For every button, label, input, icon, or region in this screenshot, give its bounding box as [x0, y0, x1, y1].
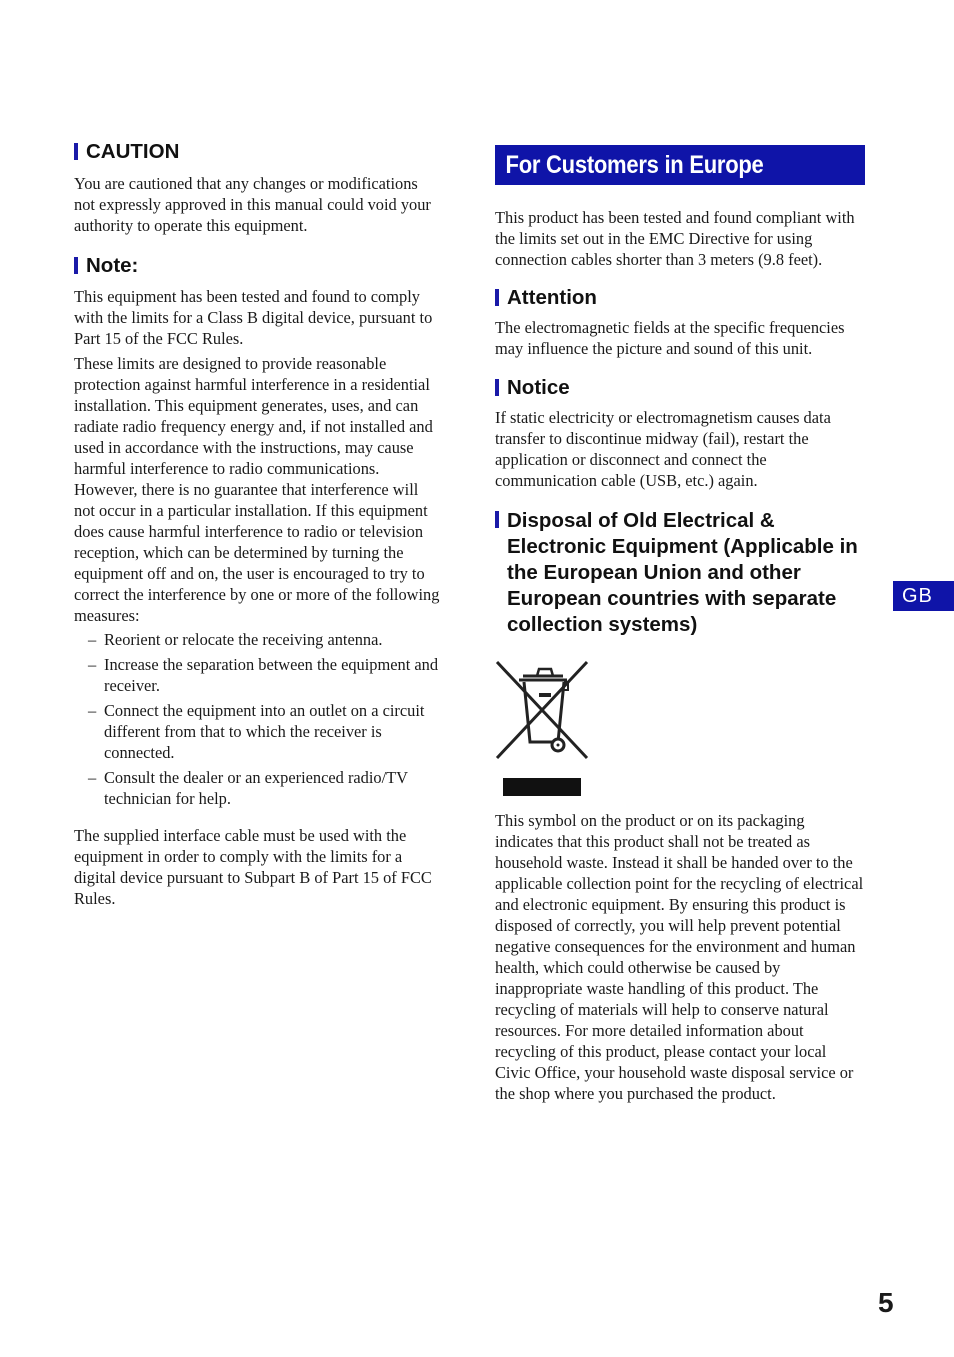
measures-list: [74, 629, 442, 809]
list-item: – Increase the separation between the equipment and receiver.: [88, 655, 439, 695]
right-column: [495, 145, 865, 1104]
cable-text: The supplied interface cable must be used with the equipment in order to comply with the limits for a digital device pursuant to Subpart B of Part 15 of FCC Rules.: [74, 826, 432, 908]
note-paragraph-1: This equipment has been tested and found to comply with the limits for a Class B digital device, pursuant to Part 15 of the FCC Rules.: [74, 287, 433, 348]
left-column: [74, 140, 442, 909]
heading-marker: [495, 379, 499, 396]
section-banner: [495, 145, 865, 185]
list-item: – Connect the equipment into an outlet on a circuit different from that to which the receiver is connected.: [88, 701, 425, 762]
page-number: 5: [878, 1287, 894, 1318]
notice-text: If static electricity or electromagnetism causes data transfer to discontinue midway (fail), restart the application or disconnect and connect the communication cable (USB, etc.) again.: [495, 408, 831, 490]
crossed-out-wheelie-bin-icon: [495, 660, 591, 800]
attention-heading: Attention: [495, 286, 865, 310]
list-item: – Consult the dealer or an experienced radio/TV technician for help.: [88, 768, 408, 808]
note-heading: Note:: [74, 254, 442, 278]
caution-heading: CAUTION: [74, 140, 442, 164]
attention-text: The electromagnetic fields at the specific frequencies may influence the picture and sound of this unit.: [495, 318, 845, 358]
heading-marker: [74, 257, 78, 274]
caution-text: You are cautioned that any changes or modifications not expressly approved in this manual could void your authority to operate this equipment.: [74, 174, 431, 235]
disposal-heading: Disposal of Old Electrical & Electronic Equipment (Applicable in the European Union and other European countries with separate collection systems): [495, 508, 865, 638]
banner-title: For Customers in Europe: [505, 150, 764, 179]
list-item: – Reorient or relocate the receiving antenna.: [88, 630, 383, 649]
heading-marker: [495, 511, 499, 528]
disposal-text: This symbol on the product or on its packaging indicates that this product shall not be treated as household waste. Instead it shall be handed over to the applicable collection point for the recycling of electrical and electronic equipment. By ensuring this product is disposed of correctly, you will help prevent potential negative consequences for the environment and human health, which could otherwise be caused by inappropriate waste handling of this product. The recycling of materials will help to conserve natural resources. For more detailed information about recycling of this product, please contact your local Civic Office, your household waste disposal service or the shop where you purchased the product.: [495, 811, 864, 1103]
heading-marker: [74, 143, 78, 160]
language-tab: GB: [893, 581, 954, 611]
heading-marker: [495, 289, 499, 306]
notice-heading: Notice: [495, 376, 865, 400]
note-paragraph-2: These limits are designed to provide reasonable protection against harmful interference in a residential installation. This equipment generates, uses, and can radiate radio frequency energy and, if not installed and used in accordance with the instructions, may cause harmful interference to radio communications. However, there is no guarantee that interference will not occur in a particular installation. If this equipment does cause harmful interference to radio or television reception, which can be determined by turning the equipment off and on, the user is encouraged to try to correct the interference by one or more of the following measures:: [74, 354, 440, 625]
emc-intro: This product has been tested and found compliant with the limits set out in the EMC Directive for using connection cables shorter than 3 meters (9.8 feet).: [495, 208, 855, 269]
